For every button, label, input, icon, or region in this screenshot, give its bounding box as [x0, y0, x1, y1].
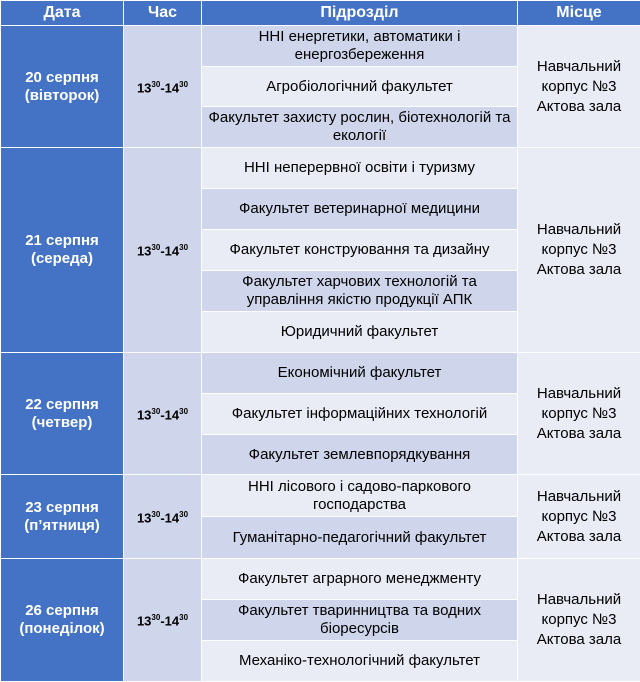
- date-cell: 21 серпня (середа): [1, 148, 124, 353]
- place-cell: Навчальний корпус №3 Актова зала: [518, 475, 640, 559]
- time-cell: $13^{30}-14^{30}$: [124, 559, 202, 682]
- place-cell: Навчальний корпус №3 Актова зала: [518, 559, 640, 682]
- unit-cell: Факультет землевпорядкування: [202, 435, 518, 475]
- unit-cell: ННІ лісового і садово-паркового господарства: [202, 475, 518, 517]
- unit-cell: Юридичний факультет: [202, 312, 518, 353]
- date-cell: 20 серпня (вівторок): [1, 26, 124, 148]
- time-cell: $13^{30}-14^{30}$: [124, 353, 202, 475]
- unit-cell: Факультет інформаційних технологій: [202, 394, 518, 435]
- unit-cell: Агробіологічний факультет: [202, 67, 518, 107]
- place-cell: Навчальний корпус №3 Актова зала: [518, 148, 640, 353]
- header-time: Час: [124, 1, 202, 26]
- unit-cell: Економічний факультет: [202, 353, 518, 394]
- date-cell: 22 серпня (четвер): [1, 353, 124, 475]
- header-row: [1, 1, 640, 26]
- unit-cell: ННІ енергетики, автоматики і енергозбереження: [202, 26, 518, 67]
- unit-cell: ННІ неперервної освіти і туризму: [202, 148, 518, 189]
- time-cell: $13^{30}-14^{30}$: [124, 148, 202, 353]
- unit-cell: Механіко-технологічний факультет: [202, 641, 518, 682]
- table-row: [1, 475, 640, 517]
- unit-cell: Факультет ветеринарної медицини: [202, 189, 518, 230]
- table-row: [1, 559, 640, 600]
- time-cell: $13^{30}-14^{30}$: [124, 475, 202, 559]
- header-place: Місце: [518, 1, 640, 26]
- unit-cell: Факультет тваринництва та водних біоресурсів: [202, 600, 518, 641]
- place-cell: Навчальний корпус №3 Актова зала: [518, 26, 640, 148]
- table-row: [1, 353, 640, 394]
- unit-cell: Факультет захисту рослин, біотехнологій та екології: [202, 107, 518, 148]
- date-cell: 23 серпня (п’ятниця): [1, 475, 124, 559]
- place-cell: Навчальний корпус №3 Актова зала: [518, 353, 640, 475]
- table-row: [1, 148, 640, 189]
- unit-cell: Факультет аграрного менеджменту: [202, 559, 518, 600]
- time-cell: $13^{30}-14^{30}$: [124, 26, 202, 148]
- unit-cell: Гуманітарно-педагогічний факультет: [202, 517, 518, 559]
- header-unit: Підрозділ: [202, 1, 518, 26]
- header-date: Дата: [1, 1, 124, 26]
- date-cell: 26 серпня (понеділок): [1, 559, 124, 682]
- unit-cell: Факультет конструювання та дизайну: [202, 230, 518, 271]
- unit-cell: Факультет харчових технологій та управління якістю продукції АПК: [202, 271, 518, 312]
- table-row: [1, 26, 640, 67]
